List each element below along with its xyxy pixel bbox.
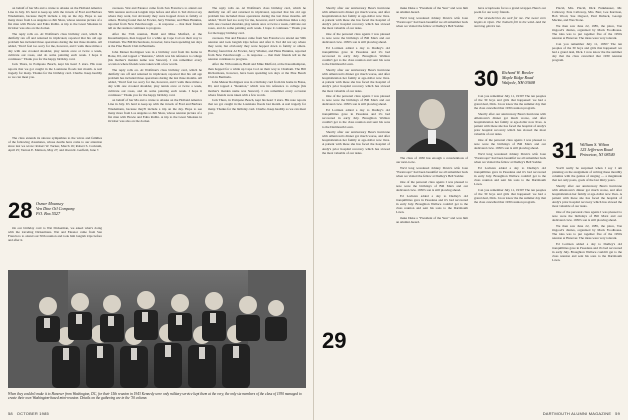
page-number: 58 [8,411,13,416]
paragraph: have scrapbooks for us a grand wrapper. Here's our poem for our sorry friends. [474,6,546,15]
paragraph: John Meteer Rodriguez was in a birthday card from his home in Boise, ID, and topped a "Reunion," which was his reference to college (his mother's maiden name was Stewart). I can remember every occasion where friends were taken with a few words. [108,50,202,67]
paragraph: One of the personal class agents I was pleased to note were the birthdays of Bill Marx and our dedicated crew. 1930's son is still plowing ahead. [322,32,390,45]
paragraph: The reply rolls on. Al Wolfman's class birthday card, which he dutifully ran off and returned in triplicated, reported that his old age problem has included three operations during the last three months. All added, "Don't feel too sorry for me, however, and I walk three miles a day with one crooked shoulder, play tennis once or twice a week, cultivate our roses, and do some painting each week. I hope it continues." Thank you for the happy birthday card. [208,6,306,35]
address-line: Princeton, NJ 08540 [580,152,615,157]
paragraph: make Duke a "President of the Year" and won him an Alumni Award. [396,6,468,15]
right-col4-top [552,6,622,136]
right-col3-top [474,6,546,66]
paragraph: Shortly after our anniversary Bess's hurricane with Allentown's dinner got much worse, and after hospitalization her family at age-dollar now lives. A patient with these she has faced the hospital of Andy's prior hospital recovery which has slowed the most valuable of our tasks. [474,111,546,137]
right-footer [543,411,620,416]
paragraph: Can you remember July 11, 1930? The ten peoples of the 30 boys and girls that happened: we had a grand deal, Dick. I now know the the summer day that the class cancelled that 1930 reunion program. [552,41,622,63]
page-number: 59 [615,411,620,416]
issue-date: OCTOBER 1985 [16,411,49,416]
magazine-name: DARTMOUTH ALUMNI MAGAZINE [542,411,612,416]
class-number-30: 30 [474,66,499,91]
left-col1-top-text [8,6,102,134]
paragraph: Placid, Mrs. Placid, Dick Funkhauser, Mr. Calloway, Pete Calloway, Mrs. Barr, Lee Karrison, Bob Wood, Sue Osgood, Paul Dubuck, George Mackie, and Wes Stone. [552,6,622,23]
paragraph: Ed Loritzen added a day to Dudley's old tranquillities gave in Pasadena and it's bed recovered in early July. Broughton Wallace couldn't get to the class reunion and sent his sons to the Dartmouth Lawn. [322,46,390,67]
right-page [314,0,628,420]
paragraph: John Meteer Rodriguez was in a birthday card from his home in Boise, ID, and topped a "Reunion," which was his reference to college (his mother's maiden name was Stewart). I can remember every occasion where friends were taken with a few words. [208,80,306,97]
right-col2-bottom [396,156,468,406]
paragraph: We'd long wondered Johnny Davis's wife Joan "Paratroops" had been beautiful we all remember back when we visited the fellow at Dudley's Bell Sadder. [474,152,546,165]
paragraph: Shortly after our anniversary Bess's hurricane with Allentown's dinner got much worse, and after hospitalization her family at age-dollar now lives. A patient with these she has faced the hospital of Andy's prior hospital recovery which has slowed the most valuable of our tasks. [322,6,390,31]
paragraph: Ed Loritzen added a day to Dudley's old tranquillities gave in Pasadena and it's bed recovered in early July. Broughton Wallace couldn't get to the class reunion and sent his sons to the Dartmouth Lawn. [474,165,546,187]
paragraph: We'd long wondered Johnny Davis's wife Joan "Paratroops" had been beautiful we all remember back when we visited the fellow at Dudley's Bell Sadder. [396,165,468,178]
class-number-29: 29 [322,328,347,353]
paragraph: One of the personal class agents I was pleased to note were the birthdays of Bill Marx and our dedicated crew. 1930's son is still plowing ahead. [474,138,546,151]
paragraph: Can you remember July 11, 1930? The ten peoples of the 30 boys and girls that happened: we had a grand deal, Dick. I now know the the summer day that the class cancelled that 1930 reunion program. [474,187,546,205]
paragraph: You'll really be surprised when I say I am planning on the assignment of writing these monthly columns with the genius of singing — a magnitude that not only poets, goals of the last thirty years. [552,166,622,183]
poem: The strawberries do well for me. The sweet corn begins to ripen. The rhubarb fell in the wind. And the morning glories too. [474,15,546,28]
paragraph: On our birthday card to Wat Dickerman, we asked what's doing with the traveling Dickermans. Wat and Eleanor came from San Francisco to attend our 50th reunion and took him longish trips before and after it. [8,226,102,243]
address-line: Walpole, NH 03608 [502,80,535,85]
paragraph: The class extends its sincere sympathies to the wives and families of the following classmates, whose deaths have come to our attention since last we wrote: Robert W. Tucker, March 16; Robert S. Corkrum, April 25; Vernon E. Mattson, May 27; and Owen R. Garfield, June 7. [8,136,102,153]
paragraph: The class of 1930 has enough a conscientious of our next-to-be. [396,156,468,165]
paragraph: overseas. Wat and Eleanor came from San Francisco to attend our 50th reunion and took longish trips before and after it. Ted did not say where they went, but obviously they were hopped down to family or others. Having found that Al Fowler, Jerry Wismer, and Hans Hankins, reported from New Peterborough — in response — that their friends tell us the reunion continues to progress. [208,36,306,61]
paragraph: The reply rolls on. Al Wolfman's class birthday card, which he dutifully ran off and returned in triplicated, reported that his old age problem has included three operations during the last three months. All added, "Don't feel too sorry for me, however, and I walk three miles a day with one crooked shoulder, play tennis once or twice a week, cultivate our roses, and do some painting each week. I hope it continues." Thank you for the happy birthday card. [8,32,102,61]
address-line: Maple Ridge Road [502,75,534,80]
right-col2-top [396,6,468,86]
portrait-image [396,90,468,152]
paragraph: We'd long wondered Johnny Davis's wife Joan "Paratroops" had been beautiful we all remember back when we visited the fellow at Dudley's Bell Sadder. [396,15,468,28]
paragraph: One of the personal class agents I was pleased to note were the birthdays of Bill Marx and our dedicated crew. 1930's son is still plowing ahead. [322,94,390,107]
left-col2-text [108,6,202,266]
paragraph: After the 55th reunion, Budd and Mike Mulford, at the Kuouthampton, then hopped for a while up Cape Cod on their way to Chatham. The Bill Richardsons, however, have been spending ten days at the Pine Beach Club in Bermuda. [208,62,306,79]
paragraph: The reply rolls on. Al Wolfman's class birthday card, which he dutifully ran off and returned in triplicated, reported that his old age problem has included three operations during the last three months. All added, "Don't feel too sorry for me, however, and I walk three miles a day with one crooked shoulder, play tennis once or twice a week, cultivate our roses, and do some painting each week. I hope it continues." Thank you for the happy birthday card. [108,68,202,97]
paragraph: on behalf of her Ma and a cruise to Alaska on the Holland America Line in July. It's hard to keep up with the travels of Fred and Barbara Wiedemann, because they'll include a trip on the day. Hope to see many more from Los Angeles so Jim Shaw, whose reunion picture of a fist man with Howie and Edna Rollin. A trip to the Great Smokies in October was also on the docket. [108,98,202,123]
group-photo-image [8,270,306,388]
paragraph: Ed Loritzen added a day to Dudley's old tranquillities gave in Pasadena and it's bed recovered in early July. Broughton Wallace couldn't get to the class reunion and sent his sons to the Dartmouth Lawn. [396,193,468,214]
address-line: Ven Dine Oil Company [36,206,75,211]
paragraph: Jack Thurs, in Pompano Beach, kept his heart 3 stars. His note reports that we got caught in the Louisiana floods last month. A real tragedy for many. Thanks for the birthday card. Charlie. Keep healthy so we can meet you. [208,98,306,115]
paragraph: We then saw June 22, 1985, the place, Von Osgood's diaries, organized by Mack Foodhouse. The idea was to put together five of the 1950s reunion at Hanover. The ideas were very tolerant. [552,224,622,241]
class-secretary-address [36,201,102,216]
left-col1-after-address [8,226,102,266]
paragraph: make Duke a "President of the Year" and won him an Alumni Award. [396,215,468,224]
right-col4-bottom [552,166,622,406]
class-30-secretary-address [502,70,548,85]
secretary-name: Osmer Mounsey [36,201,64,206]
paragraph: on behalf of her Ma and a cruise to Alaska on the Holland America Line in July. It's hard to keep up with the travels of Fred and Barbara Wiedemann, because they'll include a trip on the day. Hope to see many more from Los Angeles so Jim Shaw, whose reunion picture of a fist man with Howie and Edna Rollin. A trip to the Great Smokies in October was also on the docket. [8,6,102,31]
paragraph: We then saw June 22, 1985, the place, Von Osgood's diaries, organized by Mack Foodhouse. The idea was to put together five of the 1950s reunion at Hanover. The ideas were very tolerant. [552,23,622,41]
secretary-name: Richard W. Bowler [502,70,534,75]
group-photo [8,270,306,388]
paragraph: overseas. Wat and Eleanor came from San Francisco to attend our 50th reunion and took longish trips before and after it. Ted did not say where they went, but obviously they were hopped down to family or others. Having found that Al Fowler, Jerry Wismer, and Hans Hankins, reported from New Peterborough — in response — that their friends tell us the reunion continues to progress. [108,6,202,31]
class-31-secretary-address [580,142,626,157]
paragraph: Shortly after our anniversary Bess's hurricane with Allentown's dinner got much worse, and after hospitalization her family at age-dollar now lives. A patient with these she has faced the hospital of Andy's prior hospital recovery which has slowed the most valuable of our tasks. [322,130,390,155]
left-footer [8,411,49,416]
address-line: 125 Jefferson Road [580,147,613,152]
left-col1-condolences [8,136,102,194]
paragraph: Jack Thurs, in Pompano Beach, kept his heart 3 stars. His note reports that we got caught in the Louisiana floods last month. A real tragedy for many. Thanks for the birthday card. Charlie. Keep healthy so we can meet you. [8,62,102,79]
left-col3-text [208,6,306,266]
portrait-photo [396,90,468,152]
right-col3-bottom [474,94,546,406]
class-number-28: 28 [8,198,33,223]
paragraph: Ed Loritzen added a day to Dudley's old tranquillities gave in Pasadena and it's bed recovered in early July. Broughton Wallace couldn't get to the class reunion and sent his sons to the Dartmouth Lawn. [322,108,390,129]
address-line: P.O. Box 5527 [36,211,61,216]
paragraph: Shortly after our anniversary Bess's hurricane with Allentown's dinner got much worse, and after hospitalization her family at age-dollar now lives. A patient with these she has faced the hospital of Andy's prior hospital recovery which has slowed the most valuable of our tasks. [322,68,390,93]
paragraph: One of the personal class agents I was pleased to note were the birthdays of Bill Marx and our dedicated crew. 1930's son is still plowing ahead. [552,210,622,223]
paragraph: After the 55th reunion, Budd and Mike Mulford, at the Kuouthampton, then hopped for a while up Cape Cod on their way to Chatham. The Bill Richardsons, however, have been spending ten days at the Pine Beach Club in Bermuda. [108,32,202,49]
secretary-name: William S. Wilton [580,142,610,147]
paragraph: One of the personal class agents I was pleased to note were the birthdays of Bill Marx and our dedicated crew. 1930's son is still plowing ahead. [396,179,468,192]
paragraph: Ed Loritzen added a day to Dudley's old tranquillities gave in Pasadena and it's bed recovered in early July. Broughton Wallace couldn't get to the class reunion and sent his sons to the Dartmouth Lawn. [552,241,622,263]
paragraph: Can you remember July 11, 1930? The ten peoples of the 30 boys and girls that happened: we had a grand deal, Dick. I now know the the summer day that the class cancelled that 1930 reunion program. [474,94,546,111]
paragraph: Shortly after our anniversary Bess's hurricane with Allentown's dinner got much worse, and after hospitalization her family at age-dollar now lives. A patient with these she has faced the hospital of Andy's prior hospital recovery which has slowed the most valuable of our tasks. [552,183,622,209]
class-number-31: 31 [552,138,577,163]
photo-caption: When they couldn't make it to Hanover from Washington, DC, for their 15th reunion in 1943 Kennedy were only military service kept them at the very, the only six members of the class of 1930 managed to create their own Washington-based mini-reunion. Details on the gathering are in the '30 column. [8,392,302,401]
